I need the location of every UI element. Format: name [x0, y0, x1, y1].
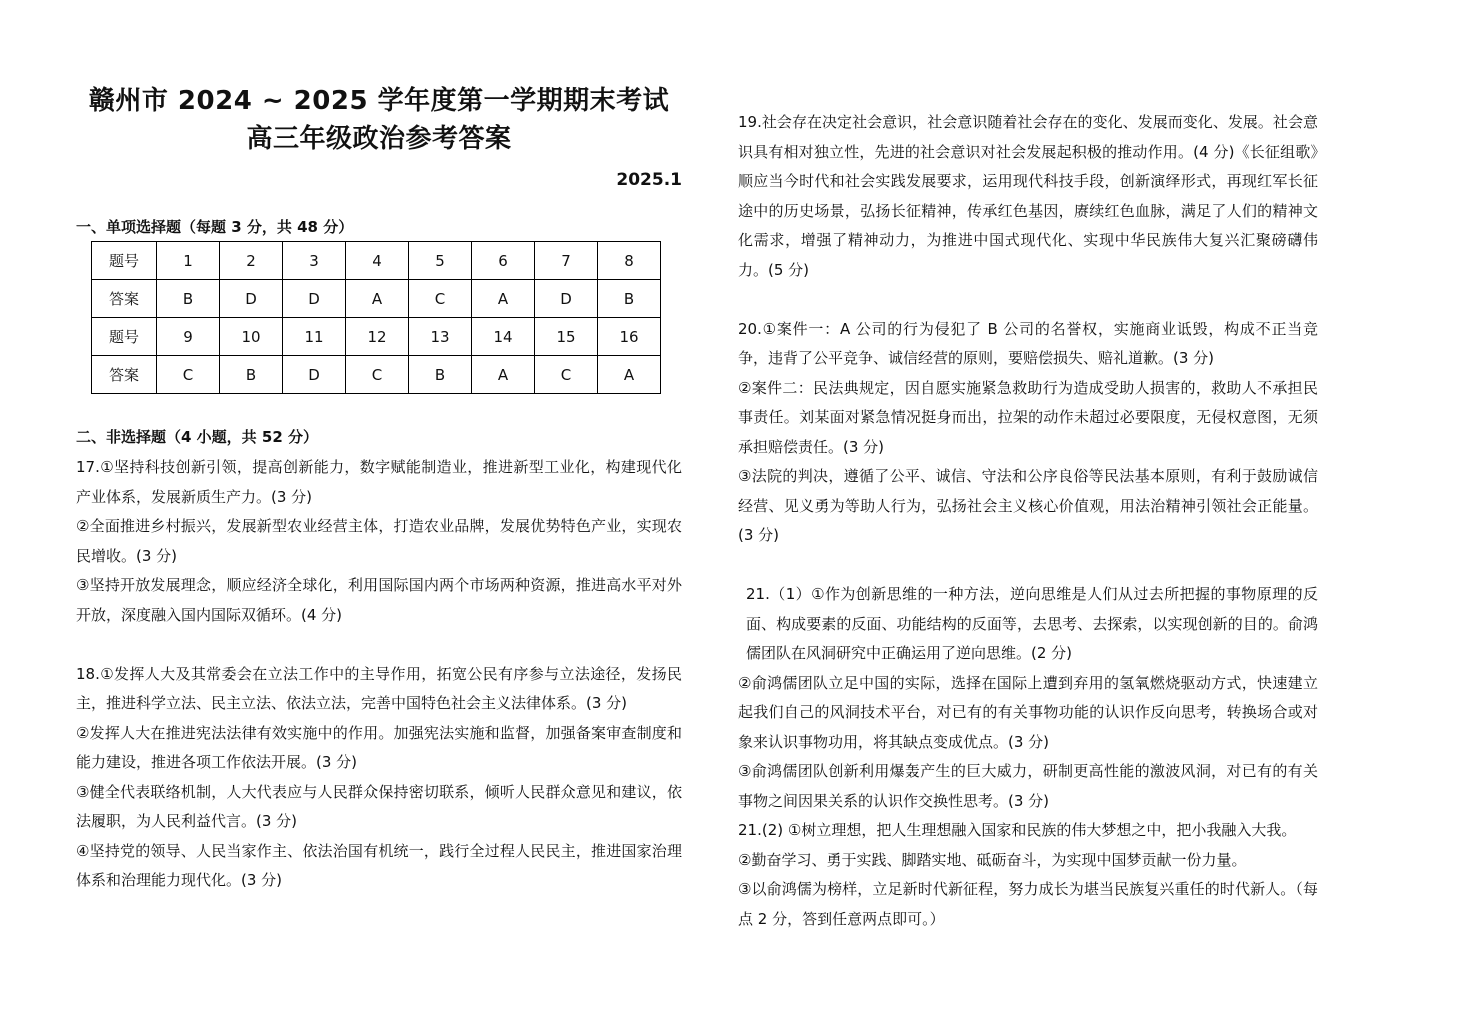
- table-cell: 12: [346, 318, 409, 356]
- table-cell: B: [220, 356, 283, 394]
- table-row: [92, 280, 661, 318]
- answer-paragraph: ③法院的判决，遵循了公平、诚信、守法和公序良俗等民法基本原则，有利于鼓励诚信经营、见义勇为等助人行为，弘扬社会主义核心价值观，用法治精神引领社会正能量。(3 分): [738, 467, 1318, 544]
- table-cell: B: [157, 280, 220, 318]
- table-cell: C: [535, 356, 598, 394]
- answer-paragraph: 20.①案件一：A 公司的行为侵犯了 B 公司的名誉权，实施商业诋毁，构成不正当竞争，违背了公平竞争、诚信经营的原则，要赔偿损失、赔礼道歉。(3 分): [738, 319, 1318, 367]
- table-cell: A: [598, 356, 661, 394]
- answer-paragraph: ④坚持党的领导、人民当家作主、依法治国有机统一，践行全过程人民民主，推进国家治理体系和治理能力现代化。(3 分): [76, 841, 682, 889]
- table-cell: 题号: [92, 242, 157, 280]
- table-cell: C: [346, 356, 409, 394]
- table-row: [92, 318, 661, 356]
- table-row: [92, 356, 661, 394]
- answer-paragraph: ②全面推进乡村振兴，发展新型农业经营主体，打造农业品牌，发展优势特色产业，实现农民增收。(3 分): [76, 517, 682, 565]
- paragraph-gap: [738, 551, 1318, 581]
- table-cell: A: [472, 280, 535, 318]
- left-answers-body: [76, 453, 682, 896]
- table-cell: 13: [409, 318, 472, 356]
- table-cell: 9: [157, 318, 220, 356]
- answer-paragraph: ②勤奋学习、勇于实践、脚踏实地、砥砺奋斗，为实现中国梦贡献一份力量。: [738, 850, 1247, 869]
- answer-paragraph: ②案件二：民法典规定，因自愿实施紧急救助行为造成受助人损害的，救助人不承担民事责任。刘某面对紧急情况挺身而出，拉架的动作未超过必要限度，无侵权意图，无须承担赔偿责任。(3 分): [738, 378, 1318, 456]
- answer-paragraph: ②发挥人大在推进宪法法律有效实施中的作用。加强宪法实施和监督，加强备案审查制度和能力建设，推进各项工作依法开展。(3 分): [76, 723, 682, 771]
- table-cell: A: [346, 280, 409, 318]
- table-cell: 1: [157, 242, 220, 280]
- table-cell: A: [472, 356, 535, 394]
- table-cell: C: [157, 356, 220, 394]
- table-cell: 8: [598, 242, 661, 280]
- paragraph-gap: [738, 285, 1318, 315]
- answer-table: [91, 241, 661, 394]
- answer-paragraph: 18.①发挥人大及其常委会在立法工作中的主导作用，拓宽公民有序参与立法途径，发扬民主，推进科学立法、民主立法、依法立法，完善中国特色社会主义法律体系。(3 分): [76, 664, 682, 712]
- table-cell: B: [409, 356, 472, 394]
- table-cell: 4: [346, 242, 409, 280]
- table-cell: 答案: [92, 280, 157, 318]
- table-cell: 14: [472, 318, 535, 356]
- answer-paragraph: ②俞鸿儒团队立足中国的实际，选择在国际上遭到弃用的氢氧燃烧驱动方式，快速建立起我们自己的风洞技术平台，对已有的有关事物功能的认识作反向思考，转换场合或对象来认识事物功用，将其缺点变成优点。(3 分): [738, 673, 1318, 751]
- table-cell: 15: [535, 318, 598, 356]
- table-cell: 7: [535, 242, 598, 280]
- table-cell: 2: [220, 242, 283, 280]
- paragraph-gap: [76, 630, 682, 660]
- answer-paragraph: ③以俞鸿儒为榜样，立足新时代新征程，努力成长为堪当民族复兴重任的时代新人。（每点 2 分，答到任意两点即可。）: [738, 880, 1318, 928]
- table-cell: 16: [598, 318, 661, 356]
- table-cell: 6: [472, 242, 535, 280]
- answer-paragraph: 21.(2) ①树立理想，把人生理想融入国家和民族的伟大梦想之中，把小我融入大我。: [738, 821, 1297, 839]
- answer-paragraph: ③俞鸿儒团队创新利用爆轰产生的巨大威力，研制更高性能的激波风洞，对已有的有关事物之间因果关系的认识作交换性思考。(3 分): [738, 762, 1318, 810]
- table-row: [92, 242, 661, 280]
- table-cell: 11: [283, 318, 346, 356]
- table-cell: 10: [220, 318, 283, 356]
- table-cell: 答案: [92, 356, 157, 394]
- answer-paragraph: 19.社会存在决定社会意识，社会意识随着社会存在的变化、发展而变化、发展。社会意识具有相对独立性，先进的社会意识对社会发展起积极的推动作用。(4 分)《长征组歌》顺应当今时代和社会实践发展要求，运用现代科技手段，创新演绎形式，再现红军长征途中的历史场景，弘扬长征精神，传承红色基因，赓续红色血脉，满足了人们的精神文化需求，增强了精神动力，为推进中国式现代化、实现中华民族伟大复兴汇聚磅礴伟力。(5 分): [738, 113, 1318, 279]
- answer-paragraph: ③坚持开放发展理念，顺应经济全球化，利用国际国内两个市场两种资源，推进高水平对外开放，深度融入国内国际双循环。(4 分): [76, 576, 682, 624]
- table-cell: D: [220, 280, 283, 318]
- table-cell: D: [283, 356, 346, 394]
- document-title-line2: 高三年级政治参考答案: [246, 124, 512, 154]
- table-cell: D: [535, 280, 598, 318]
- right-answers-body: [738, 108, 1318, 934]
- table-cell: 3: [283, 242, 346, 280]
- answer-paragraph: 21.（1）①作为创新思维的一种方法，逆向思维是人们从过去所把握的事物原理的反面、构成要素的反面、功能结构的反面等，去思考、去探索，以实现创新的目的。俞鸿儒团队在风洞研究中正确运用了逆向思维。(2 分): [746, 585, 1318, 662]
- document-title-line1: 赣州市 2024 ~ 2025 学年度第一学期期末考试: [88, 86, 670, 116]
- answer-paragraph: ③健全代表联络机制，人大代表应与人民群众保持密切联系，倾听人民群众意见和建议，依法履职，为人民利益代言。(3 分): [76, 782, 682, 830]
- section1-heading: 一、单项选择题（每题 3 分，共 48 分）: [76, 218, 354, 236]
- answer-paragraph: 17.①坚持科技创新引领，提高创新能力，数字赋能制造业，推进新型工业化，构建现代化产业体系，发展新质生产力。(3 分): [76, 458, 682, 506]
- table-cell: C: [409, 280, 472, 318]
- table-cell: 题号: [92, 318, 157, 356]
- table-cell: D: [283, 280, 346, 318]
- table-cell: 5: [409, 242, 472, 280]
- section2-heading: 二、非选择题（4 小题，共 52 分）: [76, 428, 318, 446]
- document-date: 2025.1: [616, 170, 682, 190]
- table-cell: B: [598, 280, 661, 318]
